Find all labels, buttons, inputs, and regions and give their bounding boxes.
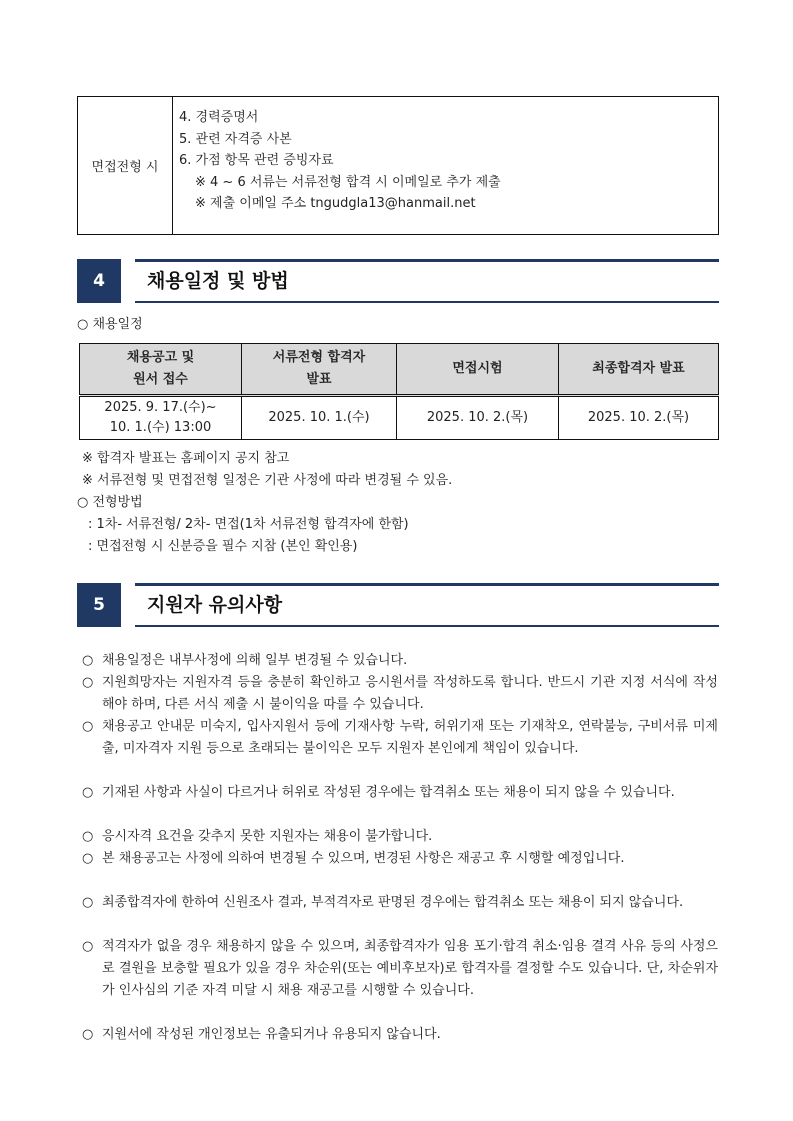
bullet-icon: ○ (82, 1027, 94, 1042)
section-4-title: 채용일정 및 방법 (147, 270, 289, 292)
bullet-icon: ○ (82, 939, 94, 954)
section-divider (135, 301, 719, 303)
notice-text: 지원서에 작성된 개인정보는 유출되거나 유용되지 않습니다. (102, 1027, 441, 1042)
notice-item (82, 892, 718, 914)
notice-item (82, 716, 718, 760)
notice-item (82, 1024, 718, 1046)
notice-item (82, 936, 718, 1002)
interview-documents-table (77, 96, 719, 235)
bullet-icon: ○ (82, 895, 94, 910)
notice-text: 채용일정은 내부사정에 의해 일부 변경될 수 있습니다. (102, 653, 408, 668)
document-item: 5. 관련 자격증 사본 (179, 131, 292, 147)
bullet-icon: ○ (82, 785, 94, 800)
interview-documents-list (173, 97, 718, 234)
schedule-header-interview (397, 344, 559, 396)
section-4-header (77, 259, 719, 303)
document-note: ※ 4 ~ 6 서류는 서류전형 합격 시 이메일로 추가 제출 (195, 174, 501, 190)
notice-item (82, 826, 718, 848)
header-text: 서류전형 합격자 발표 (272, 350, 366, 387)
notice-text: 지원희망자는 지원자격 등을 충분히 확인하고 응시원서를 작성하도록 합니다. 반드시 기관 지정 서식에 작성해야 하며, 다른 서식 제출 시 불이익을 따를 수 있습니다. (102, 675, 718, 712)
interview-documents-label: 면접전형 시 (78, 97, 173, 234)
table-row (80, 396, 719, 440)
cell-text: 2025. 9. 17.(수)~ 10. 1.(수) 13:00 (104, 400, 217, 435)
schedule-cell: 2025. 10. 1.(수) (242, 396, 397, 440)
method-line: : 면접전형 시 신분증을 필수 지참 (본인 확인용) (88, 539, 358, 554)
notice-text: 본 채용공고는 사정에 의하여 변경될 수 있으며, 변경된 사항은 재공고 후 시행할 예정입니다. (102, 851, 625, 866)
section-divider (135, 625, 719, 627)
document-item: 4. 경력증명서 (179, 110, 259, 125)
notice-text: 기재된 사항과 사실이 다르거나 허위로 작성된 경우에는 합격취소 또는 채용이 되지 않을 수 있습니다. (102, 785, 675, 800)
notice-text: 적격자가 없을 경우 채용하지 않을 수 있으며, 최종합격자가 임용 포기·합격 취소·임용 결격 사유 등의 사정으로 결원을 보충할 필요가 있을 경우 차순위(또는 예비후보자)로 합격자를 결정할 수도 있습니다. 단, 차순위자가 인사심의 기준 자격 미달 시 채용 재공고를 시행할 수 있습니다. (102, 939, 718, 998)
schedule-label: ○ 채용일정 (77, 317, 143, 332)
notice-item (82, 672, 718, 716)
schedule-note: ※ 합격자 발표는 홈페이지 공지 참고 (82, 451, 290, 466)
bullet-icon: ○ (82, 675, 94, 690)
notice-text: 채용공고 안내문 미숙지, 입사지원서 등에 기재사항 누락, 허위기재 또는 기재착오, 연락불능, 구비서류 미제출, 미자격자 지원 등으로 초래되는 불이익은 모두 지원자 본인에게 책임이 있습니다. (102, 719, 718, 756)
document-item: 6. 가점 항목 관련 증빙자료 (179, 153, 334, 168)
header-text: 면접시험 (452, 361, 503, 376)
header-text: 최종합격자 발표 (592, 361, 685, 376)
schedule-table (79, 343, 719, 440)
schedule-header-application (80, 344, 242, 396)
method-label: ○ 전형방법 (77, 495, 143, 510)
bullet-icon: ○ (82, 653, 94, 668)
bullet-icon: ○ (82, 829, 94, 844)
notice-item (82, 650, 718, 672)
schedule-header-final-result (559, 344, 719, 396)
notice-item (82, 848, 718, 870)
schedule-cell: 2025. 10. 2.(목) (397, 396, 559, 440)
document-note-email: ※ 제출 이메일 주소 tngudgla13@hanmail.net (195, 196, 476, 211)
section-4-number: 4 (77, 259, 121, 303)
method-line: : 1차- 서류전형/ 2차- 면접(1차 서류전형 합격자에 한함) (88, 517, 409, 532)
section-5-number: 5 (77, 583, 121, 627)
bullet-icon: ○ (82, 719, 94, 734)
section-5-header (77, 583, 719, 627)
header-text: 채용공고 및 원서 접수 (126, 350, 195, 387)
schedule-note: ※ 서류전형 및 면접전형 일정은 기관 사정에 따라 변경될 수 있음. (82, 473, 453, 488)
bullet-icon: ○ (82, 851, 94, 866)
schedule-cell (80, 396, 242, 440)
section-5-title: 지원자 유의사항 (147, 594, 283, 616)
notice-text: 최종합격자에 한하여 신원조사 결과, 부적격자로 판명된 경우에는 합격취소 또는 채용이 되지 않습니다. (102, 895, 684, 910)
notice-text: 응시자격 요건을 갖추지 못한 지원자는 채용이 불가합니다. (102, 829, 433, 844)
schedule-header-document-result (242, 344, 397, 396)
notice-item (82, 782, 718, 804)
schedule-cell: 2025. 10. 2.(목) (559, 396, 719, 440)
